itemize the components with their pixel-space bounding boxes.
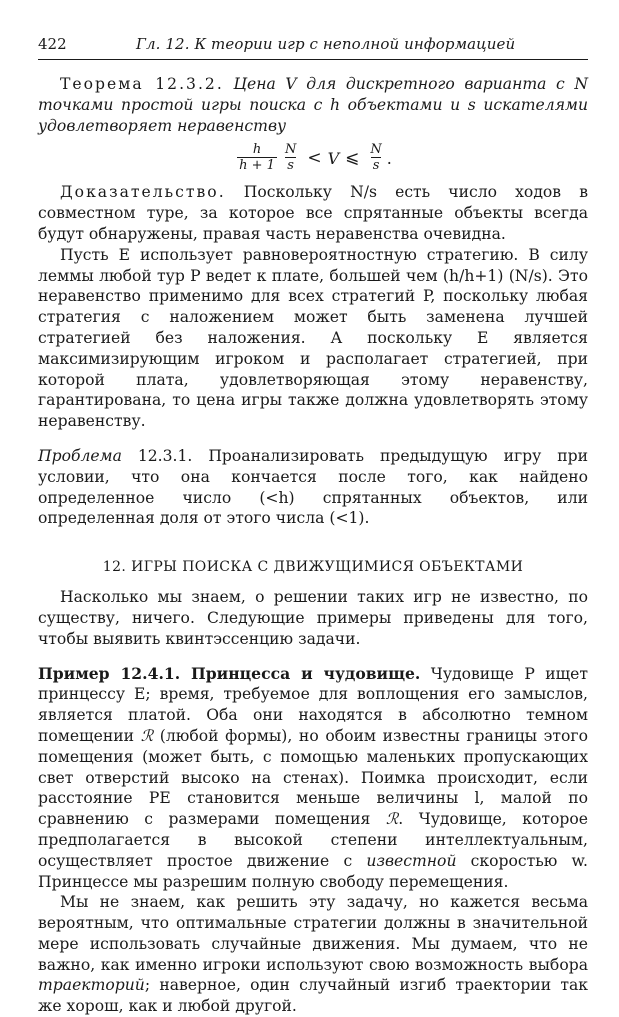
problem-paragraph: [38, 446, 588, 529]
closing-text-part2: ; наверное, один случайный изгиб траектории так же хорош, как и любой другой.: [38, 976, 588, 1016]
known-word: известной: [366, 851, 457, 870]
closing-text-part1: Мы не знаем, как решить эту задачу, но кажется весьма вероятным, что оптимальные стратегии должны в значительной мере использовать случайные движения. Мы думаем, что не важно, как именно игроки используют свою возможность выбора: [38, 893, 588, 974]
proof-label: Доказательство.: [60, 183, 226, 202]
value-v: V: [327, 148, 340, 168]
closing-paragraph: [38, 892, 588, 1017]
theorem-paragraph: [38, 74, 588, 136]
proof-paragraph: [38, 182, 588, 244]
fraction-n-over-s-right: [368, 142, 383, 174]
strategy-paragraph: Пусть E использует равновероятностную стратегию. В силу леммы любой тур P ведет к плате, большей чем (h/h+1) (N/s). Это неравенство применимо для всех стратегий P, поскольку любая стратегия с наложением может быть заменена лучшей стратегией без наложения. А поскольку E является максимизирующим игроком и располагает стратегией, при которой плата, удовлетворяющая этому неравенству, гарантирована, то цена игры также должна удовлетворять этому неравенству.: [38, 245, 588, 431]
theorem-label: Теорема 12.3.2.: [60, 75, 224, 93]
problem-text: 12.3.1. Проанализировать предыдущую игру при условии, что она кончается после того, как найдено определенное число (<h) спрятанных объектов, или определенная доля от этого числа (<1).: [38, 446, 588, 528]
less-or-equal-sign: ⩽: [345, 148, 360, 169]
less-than-sign: <: [307, 148, 322, 169]
fraction-denominator: h + 1: [239, 158, 275, 174]
fraction-n-over-s: [283, 142, 298, 174]
fraction-numerator: h: [252, 142, 262, 158]
theorem-text: Цена V для дискретного варианта с N точками простой игры поиска с h объектами и s искателями удовлетворяет неравенству: [38, 75, 588, 135]
example-text-part2: (любой формы), но обоим известны границы этого помещения (может быть, с помощью маленьких пропускающих свет отверстий высоко на стенах). Поимка происходит, если расстояние PE становится меньше величины l, малой по сравнению с размерами помещения: [38, 726, 588, 829]
proof-text: Поскольку N/s есть число ходов в совместном туре, за которое все спрятанные объекты всегда будут обнаружены, правая часть неравенства очевидна.: [38, 183, 588, 243]
book-page: [38, 34, 588, 1017]
example-text-part1: Чудовище P ищет принцессу E; время, требуемое для воплощения его замыслов, является платой. Оба они находятся в абсолютно темном помещении: [38, 664, 588, 745]
running-title: Гл. 12. К теории игр с неполной информацией: [136, 35, 516, 53]
room-symbol: ℛ: [140, 726, 154, 745]
formula-period: .: [386, 148, 392, 168]
fraction-numerator: N: [284, 142, 297, 158]
fraction-h-over-h-plus-1: [237, 142, 277, 174]
problem-label: Проблема: [38, 446, 122, 465]
fraction-denominator: s: [372, 158, 380, 174]
page-number: 422: [38, 35, 67, 53]
section-heading: 12. ИГРЫ ПОИСКА С ДВИЖУЩИМИСЯ ОБЪЕКТАМИ: [102, 559, 524, 576]
fraction-denominator: s: [287, 158, 294, 174]
example-text-part3: . Чудовище, которое предполагается в высокой степени интеллектуальным, осуществляет простое движение с: [38, 810, 588, 870]
example-label: Пример 12.4.1. Принцесса и чудовище.: [38, 663, 421, 683]
intro-paragraph: Насколько мы знаем, о решении таких игр не известно, по существу, ничего. Следующие примеры приведены для того, чтобы выявить квинтэссенцию задачи.: [38, 588, 588, 648]
example-paragraph: [38, 664, 588, 893]
room-symbol-2: ℛ: [385, 810, 399, 829]
fraction-numerator: N: [370, 142, 382, 158]
inequality-formula: [38, 142, 588, 174]
trajectories-word: траекторий: [38, 976, 145, 995]
running-header: [38, 34, 588, 60]
example-text-part4: скоростью w. Принцессе мы разрешим полную свободу перемещения.: [38, 851, 588, 891]
